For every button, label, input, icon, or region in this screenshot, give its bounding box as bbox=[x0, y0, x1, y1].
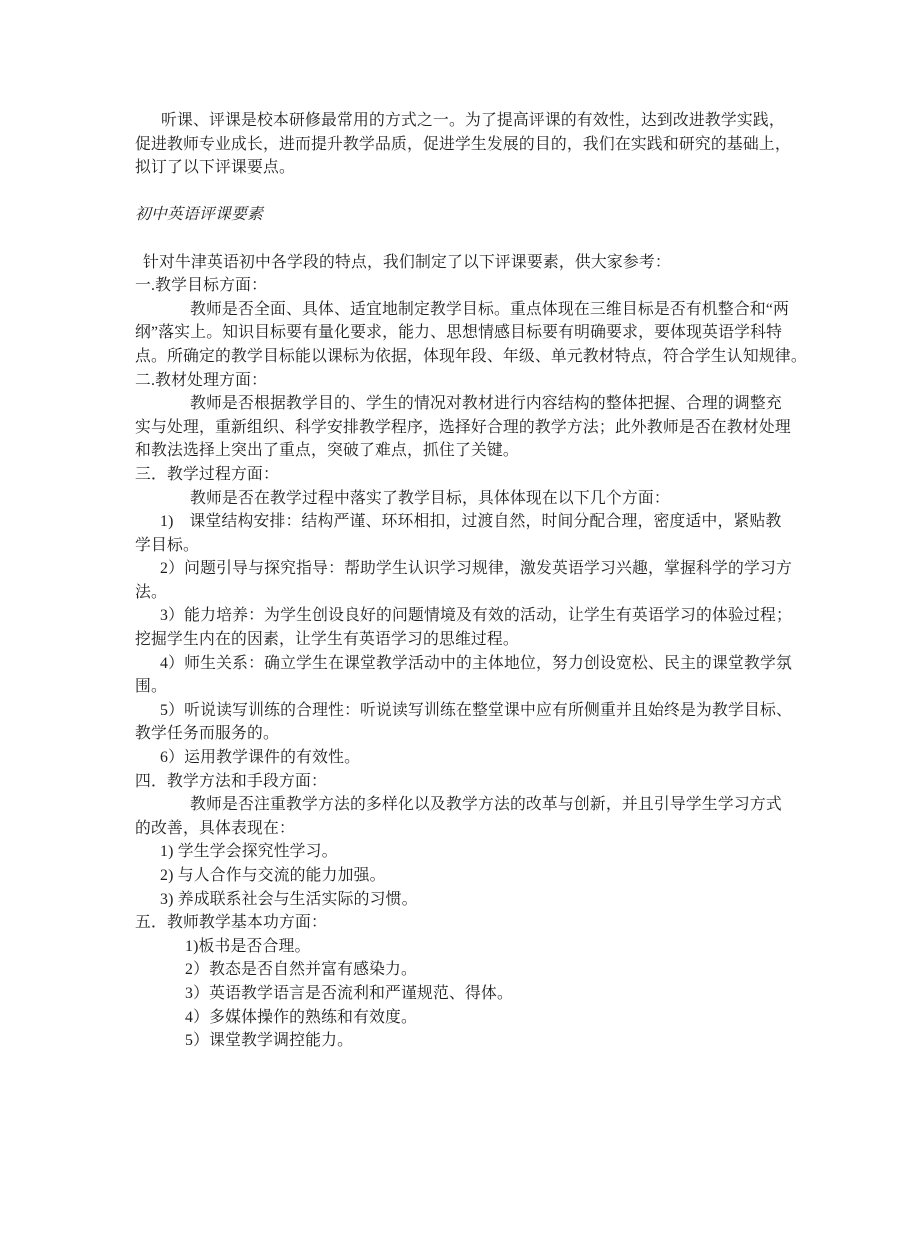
section-3-item-4-line-2: 围。 bbox=[135, 678, 167, 696]
section-4-heading: 四．教学方法和手段方面： bbox=[135, 772, 327, 790]
section-3-item-1-line-1: 1) 课堂结构安排：结构严谨、环环相扣，过渡自然，时间分配合理，密度适中，紧贴教 bbox=[160, 513, 782, 531]
section-3-item-6: 6）运用教学课件的有效性。 bbox=[160, 749, 361, 767]
section-3-item-5-line-2: 教学任务而服务的。 bbox=[135, 725, 279, 743]
section-2-heading: 二.教材处理方面： bbox=[135, 371, 268, 389]
section-3-item-5-line-1: 5）听说读写训练的合理性：听说读写训练在整堂课中应有所侧重并且始终是为教学目标、 bbox=[160, 701, 792, 719]
section-3-item-2-line-2: 法。 bbox=[135, 583, 167, 601]
section-1-body-line-2: 纲”落实上。知识目标要有量化要求，能力、思想情感目标要有明确要求，要体现英语学科特 bbox=[135, 324, 783, 342]
intro-line-2: 促进教师专业成长，进而提升教学品质，促进学生发展的目的，我们在实践和研究的基础上， bbox=[135, 135, 791, 153]
document-text-block bbox=[135, 109, 807, 1053]
section-3-intro-line: 教师是否在教学过程中落实了教学目标，具体体现在以下几个方面： bbox=[190, 489, 670, 507]
section-5-item-1: 1)板书是否合理。 bbox=[185, 937, 311, 955]
spacer-line bbox=[135, 227, 795, 251]
section-2-body-line-2: 实与处理，重新组织、科学安排教学程序，选择好合理的教学方法；此外教师是否在教材处理 bbox=[135, 418, 791, 436]
section-3-item-4-line-1: 4）师生关系：确立学生在课堂教学活动中的主体地位，努力创设宽松、民主的课堂教学氛 bbox=[160, 654, 792, 672]
section-5-item-3: 3）英语教学语言是否流利和严谨规范、得体。 bbox=[185, 984, 514, 1002]
section-4-item-3: 3) 养成联系社会与生活实际的习惯。 bbox=[160, 890, 418, 908]
section-4-body-line-1: 教师是否注重教学方法的多样化以及教学方法的改革与创新，并且引导学生学习方式 bbox=[190, 796, 782, 814]
section-1-heading: 一.教学目标方面： bbox=[135, 277, 268, 295]
section-4-item-1: 1) 学生学会探究性学习。 bbox=[160, 843, 338, 861]
section-2-body-line-3: 和教法选择上突出了重点，突破了难点，抓住了关键。 bbox=[135, 442, 519, 460]
section-5-heading: 五．教师教学基本功方面： bbox=[135, 914, 327, 932]
section-5-item-5: 5）课堂教学调控能力。 bbox=[185, 1032, 354, 1050]
section-3-item-3-line-1: 3）能力培养：为学生创设良好的问题情境及有效的活动，让学生有英语学习的体验过程； bbox=[160, 607, 792, 625]
section-3-item-2-line-1: 2）问题引导与探究指导：帮助学生认识学习规律，激发英语学习兴趣，掌握科学的学习方 bbox=[160, 560, 792, 578]
section-4-body-line-2: 的改善，具体表现在： bbox=[135, 819, 295, 837]
intro-line-1: 听课、评课是校本研修最常用的方式之一。为了提高评课的有效性，达到改进教学实践， bbox=[161, 112, 785, 129]
intro-line-3: 拟订了以下评课要点。 bbox=[135, 159, 295, 177]
section-2-body-line-1: 教师是否根据教学目的、学生的情况对教材进行内容结构的整体把握、合理的调整充 bbox=[190, 395, 782, 413]
section-4-item-2: 2) 与人合作与交流的能力加强。 bbox=[160, 867, 386, 884]
section-3-item-3-line-2: 挖掘学生内在的因素，让学生有英语学习的思维过程。 bbox=[135, 631, 519, 649]
section-3-heading: 三．教学过程方面： bbox=[135, 465, 279, 483]
doc-subtitle: 初中英语评课要素 bbox=[135, 206, 263, 224]
section-1-body-line-3: 点。所确定的教学目标能以课标为依据，体现年段、年级、单元教材特点，符合学生认知规律。 bbox=[135, 347, 807, 365]
section-5-item-2: 2）教态是否自然并富有感染力。 bbox=[185, 961, 418, 979]
section-5-item-4: 4）多媒体操作的熟练和有效度。 bbox=[185, 1008, 418, 1026]
preamble-line: 针对牛津英语初中各学段的特点，我们制定了以下评课要素，供大家参考： bbox=[143, 253, 671, 271]
spacer-line bbox=[135, 180, 795, 204]
section-1-body-line-1: 教师是否全面、具体、适宜地制定教学目标。重点体现在三维目标是否有机整合和“两 bbox=[190, 300, 790, 318]
section-3-item-1-line-2: 学目标。 bbox=[135, 536, 199, 554]
